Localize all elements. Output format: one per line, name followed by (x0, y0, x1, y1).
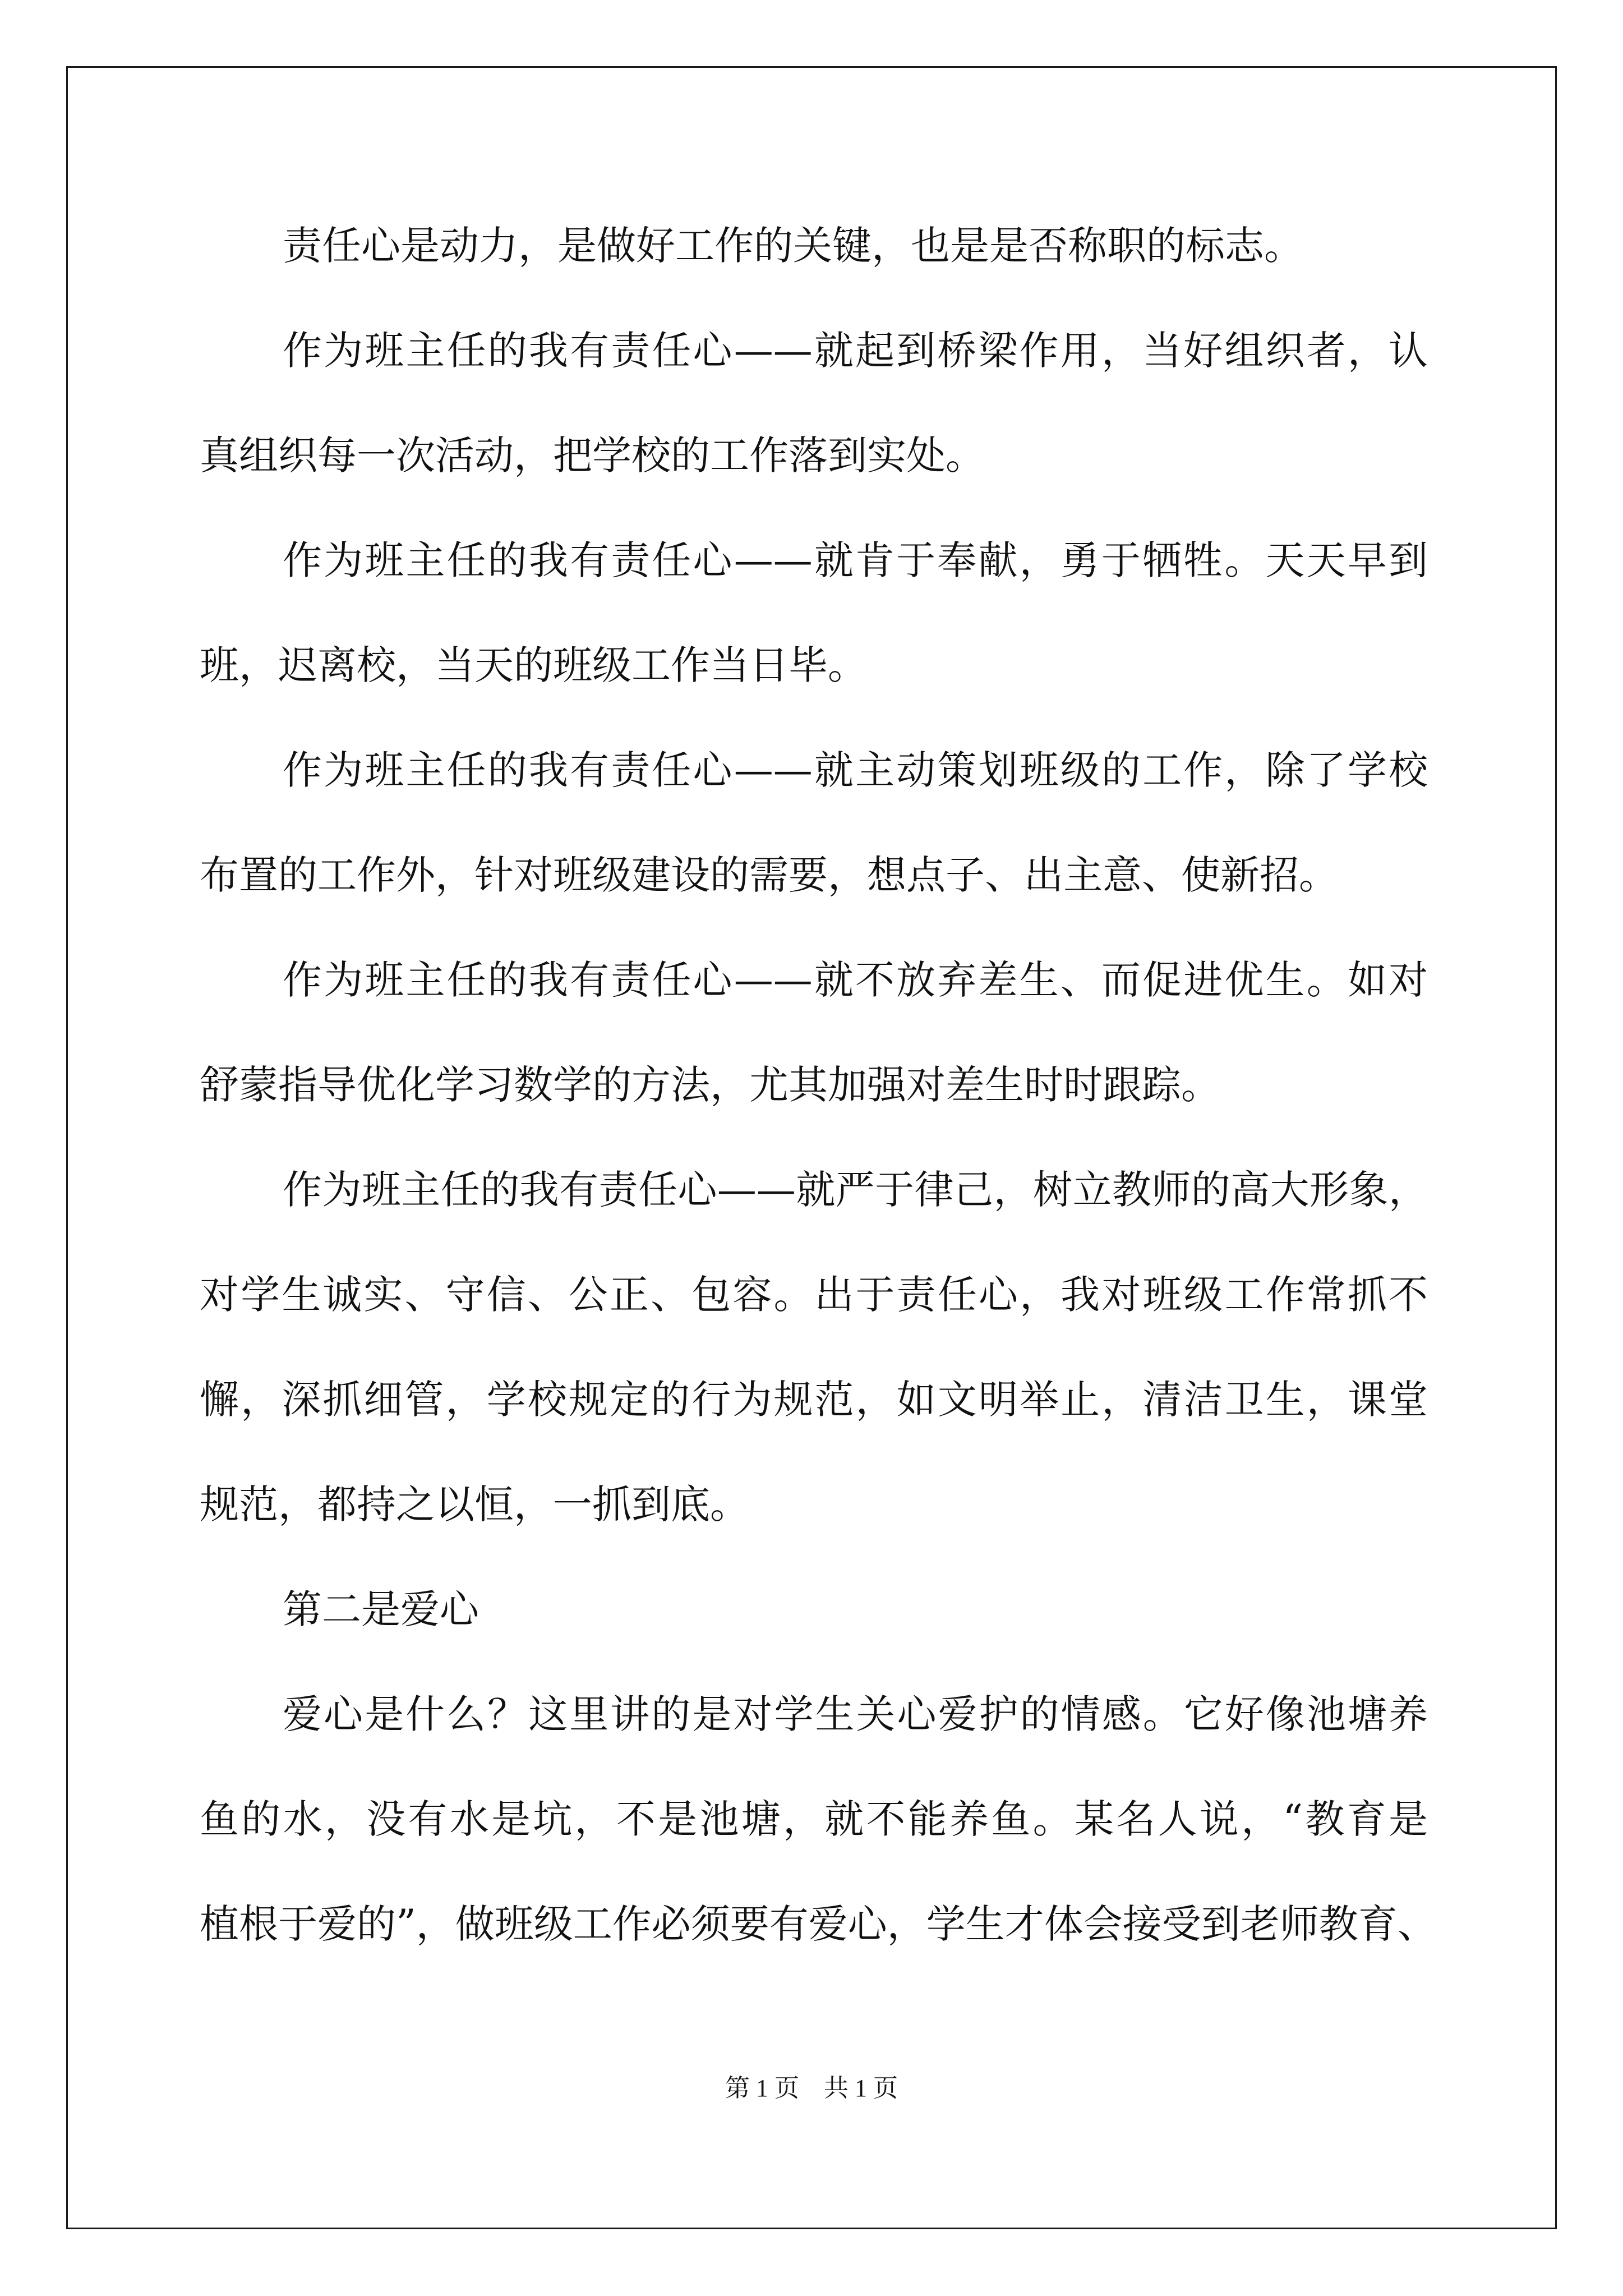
paragraph-line: 真组织每一次活动，把学校的工作落到实处。 (200, 432, 985, 478)
paragraph-line: 布置的工作外，针对班级建设的需要，想点子、出主意、使新招。 (200, 852, 1338, 898)
paragraph-line: 对学生诚实、守信、公正、包容。出于责任心，我对班级工作常抓不 (200, 1272, 1428, 1318)
paragraph-line: 爱心是什么？这里讲的是对学生关心爱护的情感。它好像池塘养 (283, 1691, 1428, 1737)
paragraph-line: 作为班主任的我有责任心——就肯于奉献，勇于牺牲。天天早到 (283, 537, 1428, 583)
paragraph-line: 班，迟离校，当天的班级工作当日毕。 (200, 642, 867, 688)
document-body (200, 194, 1437, 1977)
paragraph-line: 作为班主任的我有责任心——就主动策划班级的工作，除了学校 (283, 747, 1428, 793)
section-heading: 第二是爱心 (283, 1586, 479, 1632)
paragraph-line: 责任心是动力，是做好工作的关键，也是是否称职的标志。 (283, 223, 1303, 269)
page-footer: 第 1 页 共 1 页 (725, 2074, 898, 2102)
paragraph-line: 舒蒙指导优化学习数学的方法，尤其加强对差生时时跟踪。 (200, 1062, 1220, 1108)
paragraph-line: 作为班主任的我有责任心——就不放弃差生、而促进优生。如对 (283, 957, 1428, 1003)
paragraph-line: 作为班主任的我有责任心——就起到桥梁作用，当好组织者，认 (283, 328, 1428, 374)
paragraph-line: 规范，都持之以恒，一抓到底。 (200, 1481, 749, 1527)
paragraph-line: 懈，深抓细管，学校规定的行为规范，如文明举止，清洁卫生，课堂 (200, 1377, 1428, 1423)
paragraph-line: 作为班主任的我有责任心——就严于律己，树立教师的高大形象， (283, 1167, 1428, 1213)
paragraph-line: 鱼的水，没有水是坑，不是池塘，就不能养鱼。某名人说，“教育是 (200, 1796, 1428, 1842)
paragraph-line: 植根于爱的”，做班级工作必须要有爱心，学生才体会接受到老师教育、 (200, 1901, 1437, 1947)
